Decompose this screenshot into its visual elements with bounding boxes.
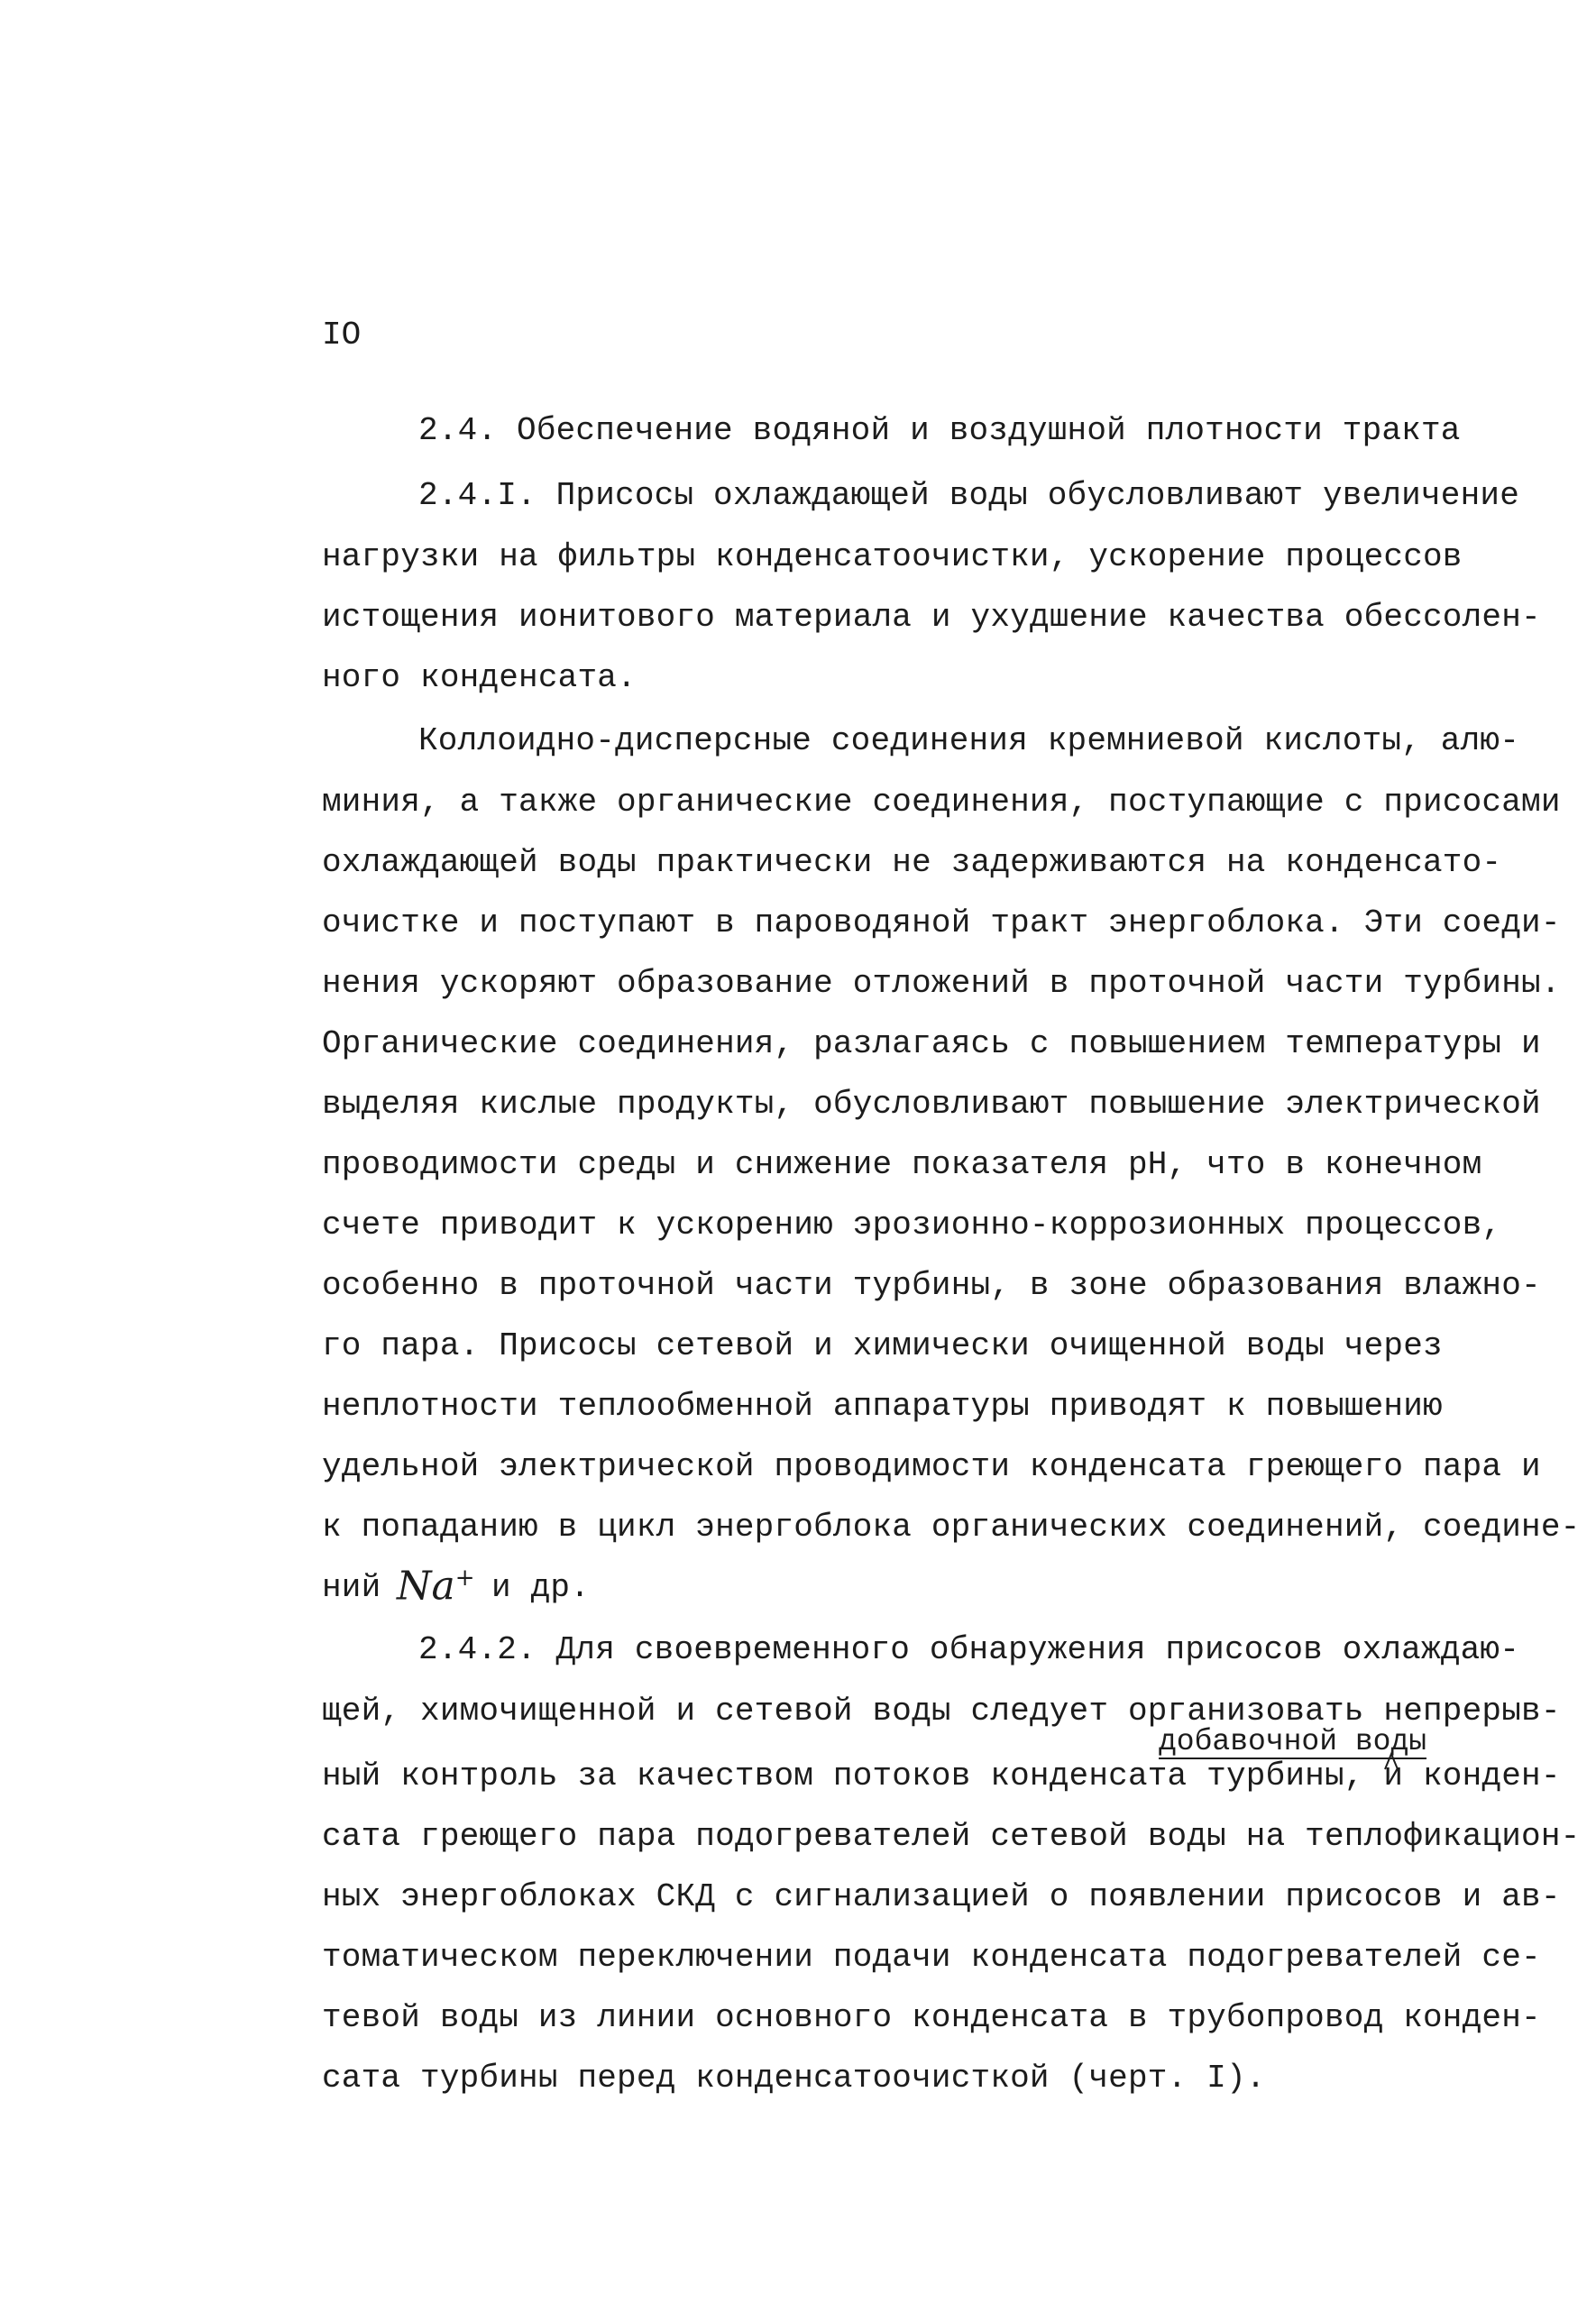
paragraph-line: 2.4.2. Для своевременного обнаружения присосов охлаждаю- bbox=[418, 1631, 1519, 1668]
paragraph-line: щей, химочищенной и сетевой воды следует организовать непрерыв- bbox=[322, 1693, 1561, 1730]
paragraph-line-suffix: и др. bbox=[491, 1569, 591, 1606]
page-number: IO bbox=[322, 317, 362, 353]
paragraph-line: томатическом переключении подачи конденсата подогревателей се- bbox=[322, 1939, 1541, 1976]
paragraph-line: проводимости среды и снижение показателя рН, что в конечном bbox=[322, 1146, 1482, 1183]
paragraph-line: ных энергоблоках СКД с сигнализацией о появлении присосов и ав- bbox=[322, 1878, 1561, 1915]
paragraph-line: миния, а также органические соединения, поступающие с присосами bbox=[322, 784, 1561, 821]
paragraph-line-prefix: ний bbox=[322, 1569, 381, 1606]
paragraph-line: счете приводит к ускорению эрозионно-коррозионных процессов, bbox=[322, 1207, 1502, 1244]
insert-caret-icon bbox=[1383, 1751, 1399, 1771]
paragraph-line: Коллоидно-дисперсные соединения кремниевой кислоты, алю- bbox=[418, 722, 1519, 759]
paragraph-line: Органические соединения, разлагаясь с повышением температуры и bbox=[322, 1025, 1541, 1062]
na-symbol-text: Na bbox=[397, 1563, 455, 1610]
paragraph-line: тевой воды из линии основного конденсата в трубопровод конден- bbox=[322, 1999, 1541, 2036]
paragraph-line: нения ускоряют образование отложений в проточной части турбины. bbox=[322, 965, 1561, 1002]
paragraph-line: сата турбины перед конденсатоочисткой (черт. I). bbox=[322, 2060, 1266, 2097]
paragraph-line: истощения ионитового материала и ухудшение качества обессолен- bbox=[322, 599, 1541, 636]
handwritten-insert: добавочной воды bbox=[1159, 1725, 1427, 1758]
paragraph-line: ный контроль за качеством потоков конденсата турбины, и конден- bbox=[322, 1758, 1561, 1794]
paragraph-line: го пара. Присосы сетевой и химически очищенной воды через bbox=[322, 1327, 1443, 1364]
paragraph-line: нагрузки на фильтры конденсатоочистки, ускорение процессов bbox=[322, 538, 1463, 575]
paragraph-line: охлаждающей воды практически не задерживаются на конденсато- bbox=[322, 844, 1502, 881]
section-heading: 2.4. Обеспечение водяной и воздушной плотности тракта bbox=[418, 412, 1461, 449]
paragraph-line: ного конденсата. bbox=[322, 659, 637, 696]
paragraph-line: сата греющего пара подогревателей сетевой воды на теплофикацион- bbox=[322, 1818, 1581, 1855]
paragraph-line: к попаданию в цикл энергоблока органических соединений, соедине- bbox=[322, 1509, 1581, 1546]
handwritten-na-symbol bbox=[397, 1556, 475, 1610]
paragraph-line: неплотности теплообменной аппаратуры приводят к повышению bbox=[322, 1388, 1443, 1425]
paragraph-line: удельной электрической проводимости конденсата греющего пара и bbox=[322, 1448, 1541, 1485]
paragraph-line: 2.4.I. Присосы охлаждающей воды обусловливают увеличение bbox=[418, 477, 1519, 514]
paragraph-line: очистке и поступают в пароводяной тракт энергоблока. Эти соеди- bbox=[322, 904, 1561, 941]
na-charge: + bbox=[454, 1565, 475, 1592]
paragraph-line: особенно в проточной части турбины, в зоне образования влажно- bbox=[322, 1267, 1541, 1304]
paragraph-line: выделяя кислые продукты, обусловливают повышение электрической bbox=[322, 1086, 1541, 1123]
